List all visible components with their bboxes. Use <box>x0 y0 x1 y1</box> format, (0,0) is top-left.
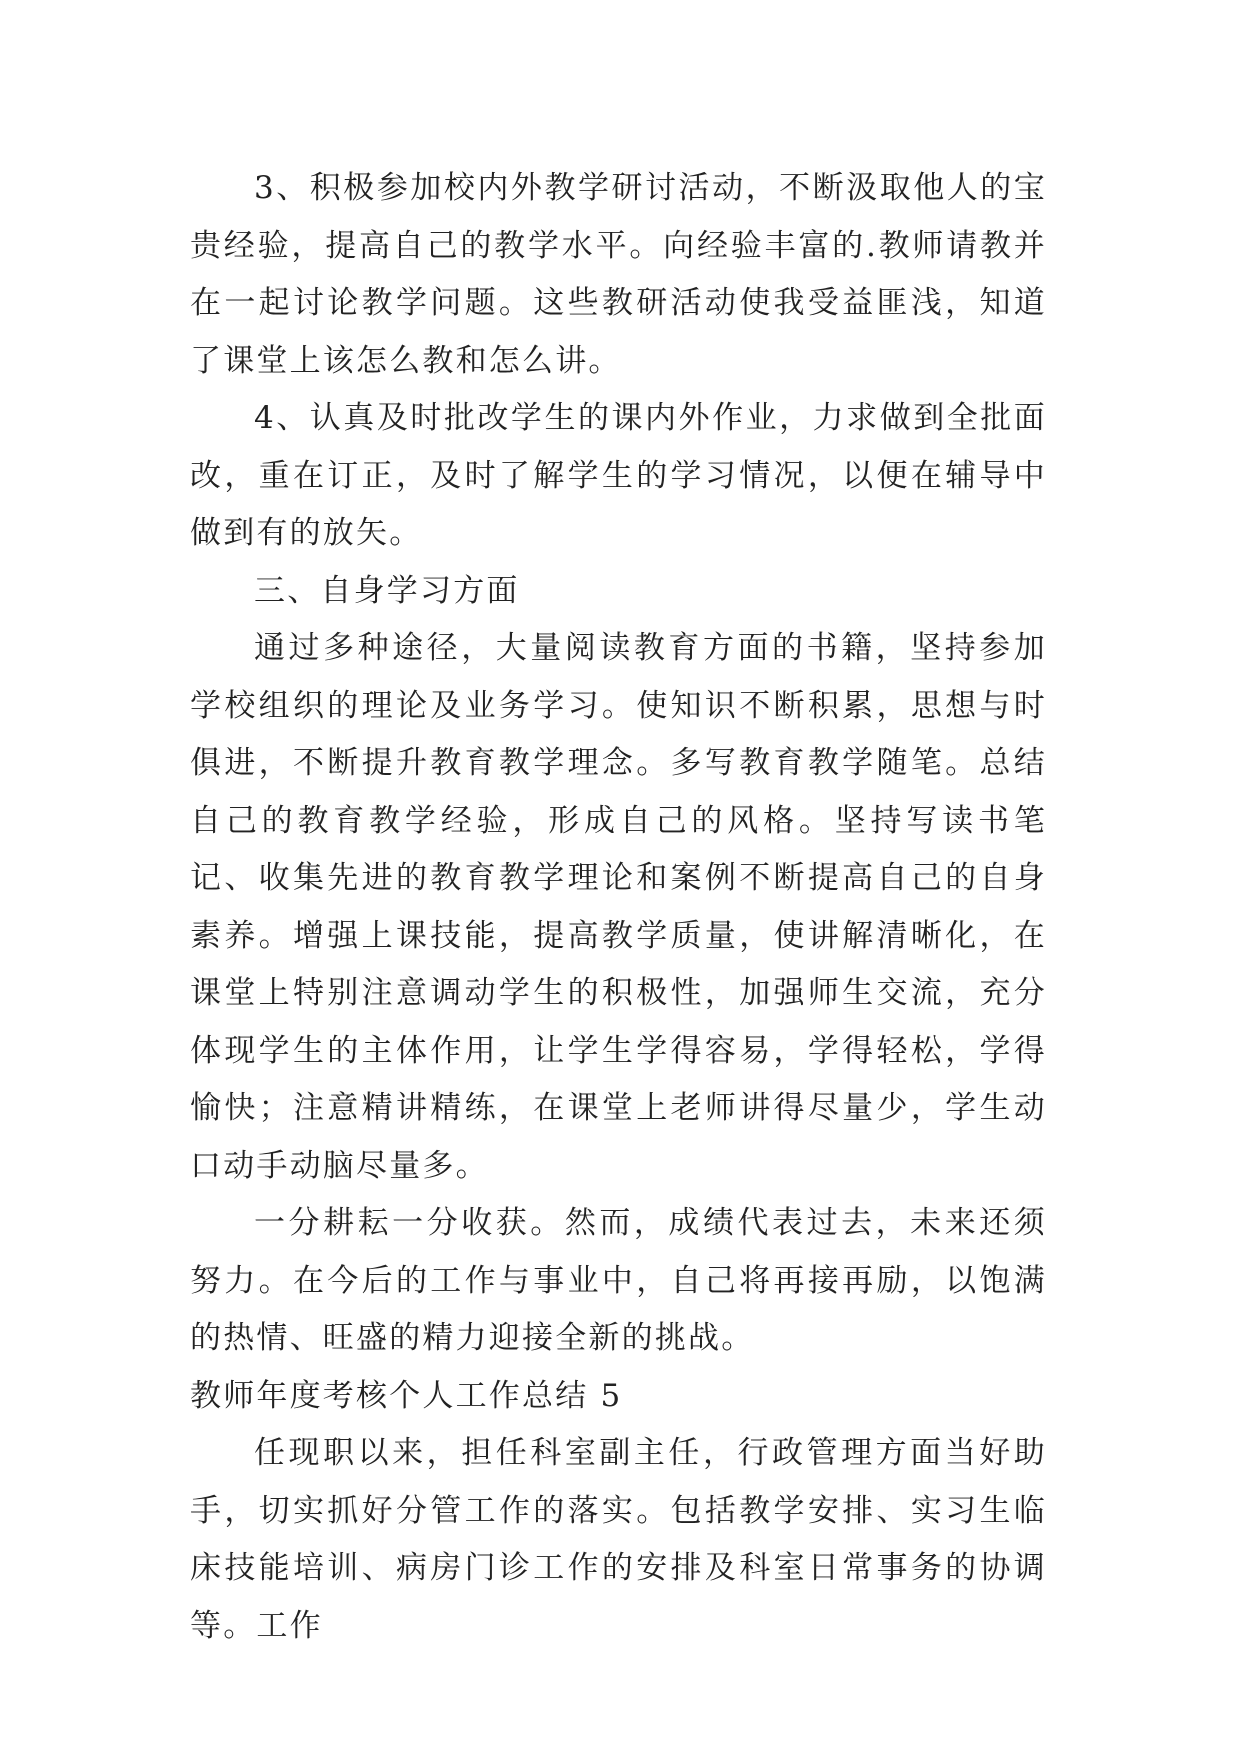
paragraph-homework-correction: 4、认真及时批改学生的课内外作业，力求做到全批面改，重在订正，及时了解学生的学习情况，以便在辅导中做到有的放矢。 <box>190 400 1047 551</box>
paragraph-conclusion: 一分耕耘一分收获。然而，成绩代表过去，未来还须努力。在今后的工作与事业中，自己将再接再励，以饱满的热情、旺盛的精力迎接全新的挑战。 <box>190 1205 1047 1356</box>
paragraph-research-activities: 3、积极参加校内外教学研讨活动，不断汲取他人的宝贵经验，提高自己的教学水平。向经验丰富的.教师请教并在一起讨论教学问题。这些教研活动使我受益匪浅，知道了课堂上该怎么教和怎么讲。 <box>190 170 1047 379</box>
subheading-self-study: 三、自身学习方面 <box>254 572 520 609</box>
document-body <box>190 160 1047 1655</box>
paragraph-self-study: 通过多种途径，大量阅读教育方面的书籍，坚持参加学校组织的理论及业务学习。使知识不断积累，思想与时俱进，不断提升教育教学理念。多写教育教学随笔。总结自己的教育教学经验，形成自己的风格。坚持写读书笔记、收集先进的教育教学理论和案例不断提高自己的自身素养。增强上课技能，提高教学质量，使讲解清晰化，在课堂上特别注意调动学生的积极性，加强师生交流，充分体现学生的主体作用，让学生学得容易，学得轻松，学得愉快；注意精讲精练，在课堂上老师讲得尽量少，学生动口动手动脑尽量多。 <box>190 630 1047 1184</box>
paragraph-new-section-intro: 任现职以来，担任科室副主任，行政管理方面当好助手，切实抓好分管工作的落实。包括教学安排、实习生临床技能培训、病房门诊工作的安排及科室日常事务的协调等。工作 <box>190 1435 1047 1644</box>
section-title: 教师年度考核个人工作总结 5 <box>190 1377 623 1414</box>
